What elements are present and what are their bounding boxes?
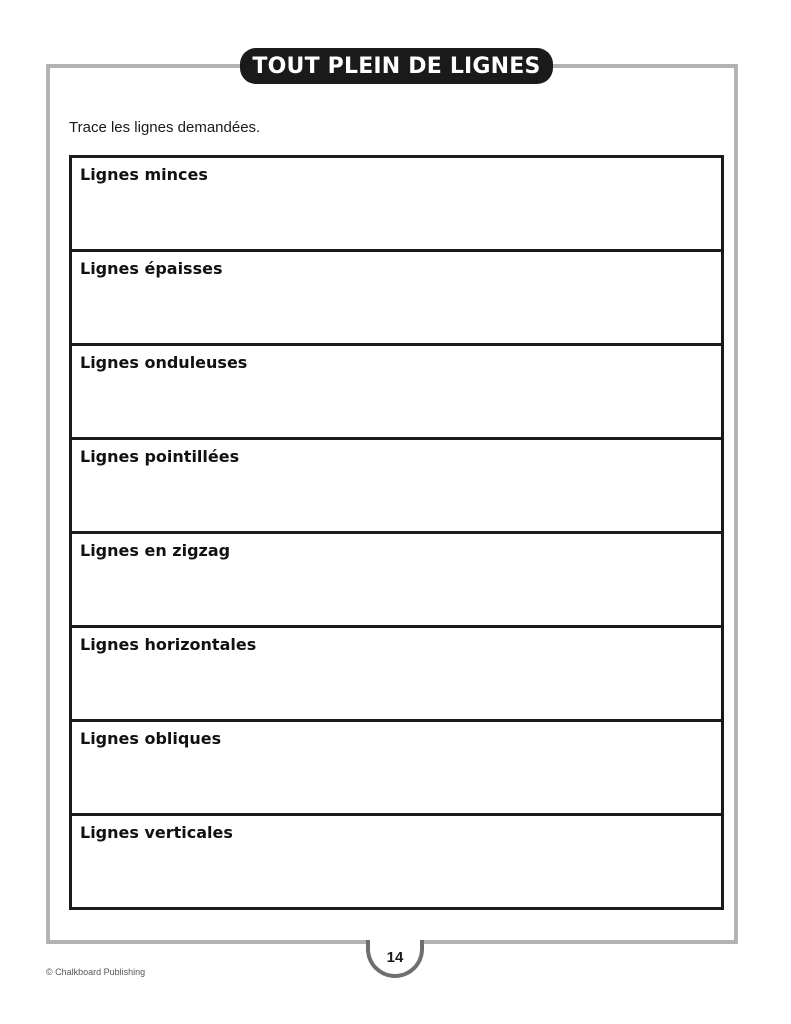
exercise-row-horizontal-lines[interactable] [72,628,721,722]
row-label: Lignes verticales [80,823,233,842]
exercise-row-vertical-lines[interactable] [72,816,721,907]
instructions-text: Trace les lignes demandées. [69,119,261,136]
row-label: Lignes en zigzag [80,541,231,560]
row-label: Lignes pointillées [80,447,240,466]
exercise-row-zigzag-lines[interactable] [72,534,721,628]
row-label: Lignes épaisses [80,259,223,278]
exercise-row-dotted-lines[interactable] [72,440,721,534]
exercise-row-thin-lines[interactable] [72,158,721,252]
row-label: Lignes onduleuses [80,353,248,372]
row-label: Lignes minces [80,165,208,184]
row-label: Lignes horizontales [80,635,257,654]
exercise-row-thick-lines[interactable] [72,252,721,346]
copyright-notice: © Chalkboard Publishing [46,967,146,977]
page-number: 14 [366,940,424,978]
exercise-table [69,155,724,910]
exercise-row-wavy-lines[interactable] [72,346,721,440]
page-title: TOUT PLEIN DE LIGNES [240,48,553,84]
row-label: Lignes obliques [80,729,222,748]
exercise-row-oblique-lines[interactable] [72,722,721,816]
